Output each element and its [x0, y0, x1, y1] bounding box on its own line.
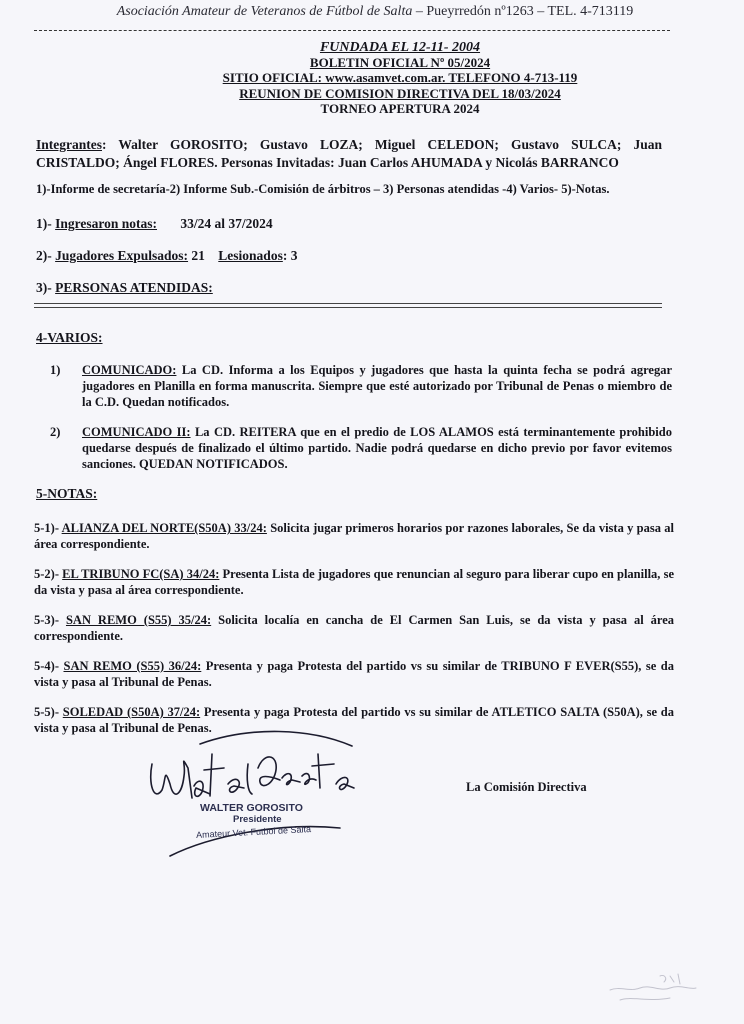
- varios-heading: 4-VARIOS:: [36, 330, 103, 345]
- announcement-text: La CD. REITERA que en el predio de LOS ALAMOS está terminantemente prohibido quedarse después de finalizado el último partido. Nadie podrá quedarse en dicho previo por favor evitemos sanciones. QUEDAN NOTIFICADOS.: [82, 425, 672, 471]
- note-text: Solicita jugar primeros horarios por razones laborales, Se da vista y pasa al área correspondiente.: [34, 521, 674, 551]
- note-label: ALIANZA DEL NORTE(S50A) 33/24:: [61, 521, 267, 535]
- stamp-name: WALTER GOROSITO: [200, 802, 303, 814]
- note-label: SAN REMO (S55) 36/24:: [63, 659, 202, 673]
- note-label: SOLEDAD (S50A) 37/24:: [62, 705, 201, 719]
- expelled-label: Jugadores Expulsados:: [55, 248, 189, 263]
- note-5-4: [34, 658, 674, 690]
- agenda-line: 1)-Informe de secretaría-2) Informe Sub.-Comisión de árbitros – 3) Personas atendidas -4) Varios- 5)-Notas.: [36, 182, 610, 196]
- meeting-title: REUNION DE COMISION DIRECTIVA DEL 18/03/2024: [239, 86, 561, 101]
- letterhead: [30, 4, 720, 20]
- note-5-2: [34, 566, 674, 598]
- stamp-organization: Amateur Vet. Futbol de Salta: [195, 823, 312, 841]
- closing-signature-label: La Comisión Directiva: [466, 780, 587, 794]
- handwritten-signature: [140, 724, 370, 874]
- item-label: Ingresaron notas:: [55, 216, 158, 231]
- notas-heading: 5-NOTAS:: [36, 486, 98, 501]
- item-value: 33/24 al 37/2024: [180, 216, 273, 231]
- item-number: 2)-: [36, 248, 52, 263]
- announcement-text: La CD. Informa a los Equipos y jugadores que hasta la quinta fecha se podrá agregar jugadores en Planilla en forma manuscrita. Siempre que esté autorizado por Tribunal de Penas o miembro de la C.D. Quedan notificados.: [82, 363, 672, 409]
- announcement-label: COMUNICADO:: [82, 363, 177, 377]
- item-number: 3)-: [36, 280, 52, 295]
- note-number: 5-5)-: [34, 705, 59, 719]
- founded-date: FUNDADA EL 12-11- 2004: [319, 40, 481, 55]
- note-text: Solicita localía en cancha de El Carmen San Luis, se da vista y pasa al área correspondiente.: [34, 613, 675, 643]
- item-persons-attended: [36, 280, 213, 296]
- announcement-number: 2): [50, 425, 61, 439]
- org-name: Asociación Amateur de Veteranos de Fútbol de Salta: [116, 4, 413, 19]
- note-number: 5-2)-: [34, 567, 59, 581]
- note-number: 5-1)-: [34, 521, 59, 535]
- margin-scribble: [590, 972, 700, 1008]
- org-address: – Pueyrredón nº1263 – TEL. 4-713119: [415, 4, 634, 19]
- section-divider: [34, 307, 662, 308]
- item-number: 1)-: [36, 216, 52, 231]
- injured-value: : 3: [282, 248, 298, 263]
- official-site: SITIO OFICIAL: www.asamvet.com.ar. TELEFONO 4-713-119: [222, 70, 578, 85]
- members-paragraph: [36, 136, 662, 172]
- note-5-1: [34, 520, 674, 552]
- note-label: SAN REMO (S55) 35/24:: [65, 613, 212, 627]
- tournament-title: TORNEO APERTURA 2024: [320, 101, 480, 116]
- item-label: PERSONAS ATENDIDAS:: [55, 280, 213, 295]
- note-text: Presenta y paga Protesta del partido vs su similar de ATLETICO SALTA (S50A), se da vista y pasa al Tribunal de Penas.: [34, 705, 675, 735]
- members-text: : Walter GOROSITO; Gustavo LOZA; Miguel CELEDON; Gustavo SULCA; Juan CRISTALDO; Ángel FLORES. Personas Invitadas: Juan Carlos AHUMADA y Nicolás BARRANCO: [36, 137, 662, 170]
- bulletin-number: BOLETIN OFICIAL Nº 05/2024: [309, 55, 491, 70]
- expelled-value: 21: [191, 248, 205, 263]
- announcement-1: [50, 362, 672, 410]
- item-notes-received: [36, 216, 273, 232]
- members-label: Integrantes: [36, 137, 102, 152]
- section-divider: [34, 303, 662, 304]
- note-label: EL TRIBUNO FC(SA) 34/24:: [62, 567, 220, 581]
- announcement-number: 1): [50, 363, 61, 377]
- note-text: Presenta Lista de jugadores que renuncian al seguro para liberar cupo en planilla, se da vista y pasa al área correspondiente.: [34, 567, 674, 597]
- note-number: 5-4)-: [34, 659, 59, 673]
- announcement-label: COMUNICADO II:: [82, 425, 191, 439]
- injured-label: Lesionados: [218, 248, 283, 263]
- note-number: 5-3)-: [34, 613, 59, 627]
- item-players: [36, 248, 297, 264]
- note-text: Presenta y paga Protesta del partido vs su similar de TRIBUNO F EVER(S55), se da vista y pasa al Tribunal de Penas.: [34, 659, 674, 689]
- header-divider: [34, 30, 670, 31]
- note-5-3: [34, 612, 674, 644]
- stamp-role: Presidente: [233, 814, 282, 825]
- announcement-2: [50, 424, 672, 472]
